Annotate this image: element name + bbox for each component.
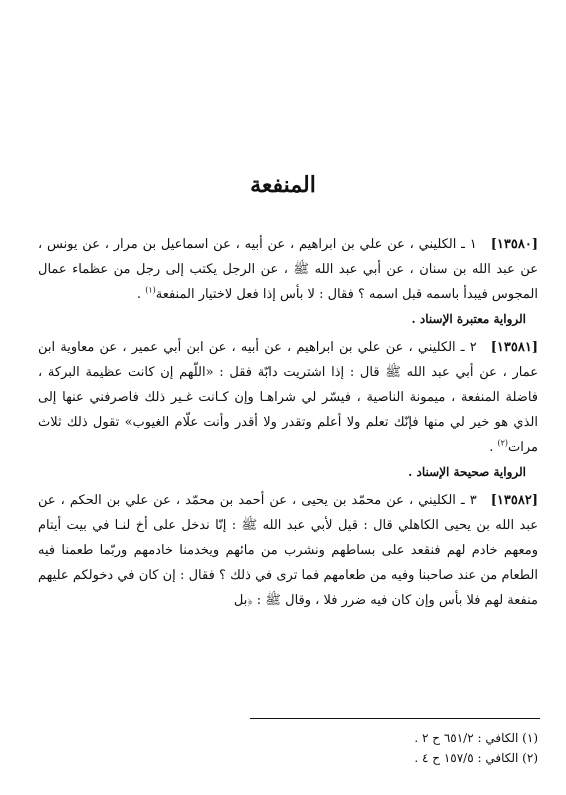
hadith-text: ٢ ـ الكليني ، عن علي بن ابراهيم ، عن أبيه ، عن ابن أبي عمير ، عن معاوية ابن عمار ، عن أبي عبد الله ﷺ قال : إذا اشتريت دابّة فقل : «اللّهم إن كانت عظيمة البركة ، فاضلة المنفعة ، ميمونة الناصية ، فيسّر لي شراهـا وإن كـانت غـير ذلك فاصرفني عنها إلى الذي هو خير لي منها فإنّك تعلم ولا أعلم وتقدر ولا أقدر وأنت علّام الغيوب» تقول ذلك ثلاث مرات (38, 340, 538, 455)
footnote-1: (١) الكافي : ٦٥١/٢ ح ٢ . (414, 731, 538, 745)
hadith-number: [١٣٥٨٠] (490, 237, 538, 252)
hadith-number: [١٣٥٨٢] (490, 493, 538, 508)
footnote-divider (250, 718, 540, 719)
hadith-number: [١٣٥٨١] (490, 340, 538, 355)
footnote-2: (٢) الكافي : ١٥٧/٥ ح ٤ . (414, 751, 538, 765)
chain-grade: الرواية معتبرة الإسناد . (411, 312, 526, 326)
hadith-entry-13581 (38, 335, 538, 460)
hadith-section (38, 232, 538, 613)
footnote-marker[interactable]: (٢) (497, 438, 508, 448)
sentence-end: . (489, 440, 498, 455)
chain-grade: الرواية صحيحة الإسناد . (408, 465, 526, 479)
hadith-entry-13580 (38, 232, 538, 307)
chapter-title: المنفعة (250, 172, 316, 198)
hadith-text: ١ ـ الكليني ، عن علي بن ابراهيم ، عن أبيه ، عن اسماعيل بن مرار ، عن يونس ، عن عبد الله بن سنان ، عن أبي عبد الله ﷺ ، عن الرجل يكتب إلى رجل من عظماء عمال المجوس فيبدأ باسمه قبل اسمه ؟ فقال : لا بأس إذا فعل لاختيار المنفعة (38, 237, 538, 302)
footnotes (38, 728, 538, 768)
hadith-entry-13582 (38, 488, 538, 613)
hadith-text: ٣ ـ الكليني ، عن محمّد بن يحيى ، عن أحمد بن محمّد ، عن علي بن الحكم ، عن عبد الله بن يحيى الكاهلي قال : قيل لأبي عبد الله ﷺ : إنّا ندخل على أخ لنـا في بيت أيتام ومعهم خادم لهم فنقعد على بساطهم ونشرب من مائهم ويخدمنا خادمهم وربّما طعمنا فيه الطعام من عند صاحبنا وفيه من طعامهم فما ترى في ذلك ؟ فقال : إن كان في دخولكم عليهم منفعة لهم فلا بأس وإن كان فيه ضرر فلا ، وقال ﷺ : ﴿بل (38, 493, 539, 608)
footnote-marker[interactable]: (١) (145, 285, 156, 295)
sentence-end: . (136, 287, 146, 302)
